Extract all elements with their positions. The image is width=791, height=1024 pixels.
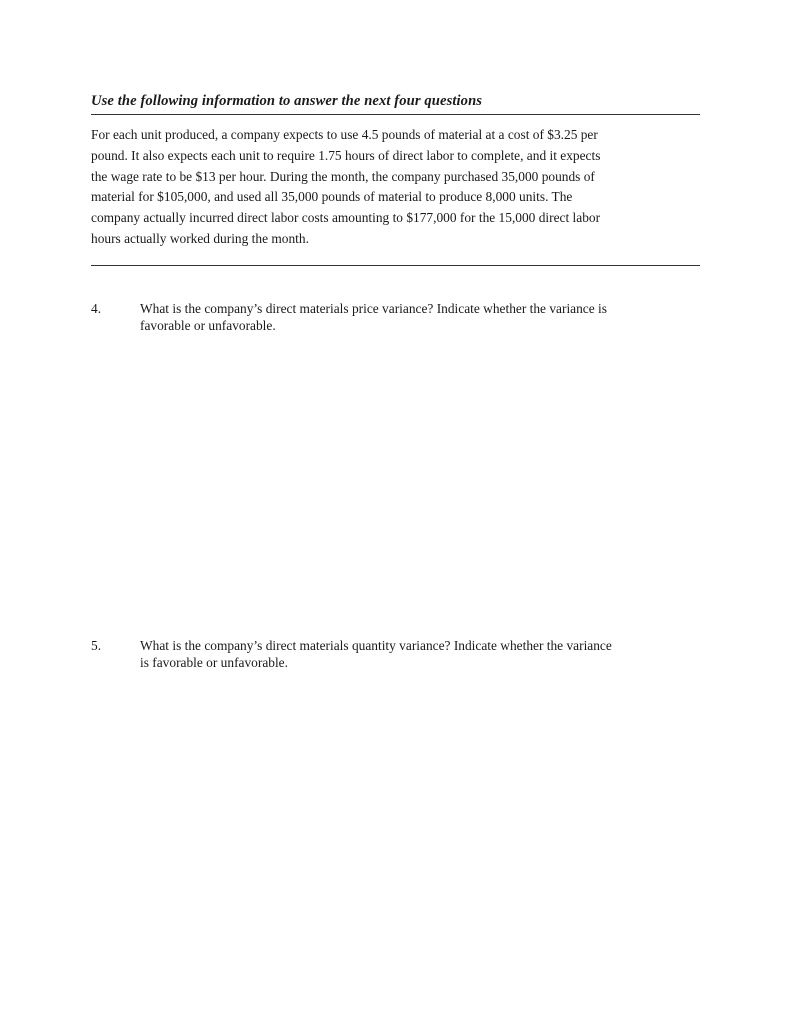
question-text bbox=[140, 301, 700, 334]
question-line: favorable or unfavorable. bbox=[140, 317, 276, 333]
question-text bbox=[140, 638, 700, 671]
question-line: What is the company’s direct materials quantity variance? Indicate whether the variance bbox=[140, 638, 612, 653]
info-line: material for $105,000, and used all 35,000 pounds of material to produce 8,000 units. The bbox=[91, 189, 573, 205]
info-line: hours actually worked during the month. bbox=[91, 230, 309, 246]
question-number: 4. bbox=[91, 301, 102, 316]
info-line: the wage rate to be $13 per hour. During the month, the company purchased 35,000 pounds of bbox=[91, 168, 595, 184]
question-number: 5. bbox=[91, 638, 102, 653]
question-line: What is the company’s direct materials price variance? Indicate whether the variance is bbox=[140, 301, 607, 316]
information-paragraph bbox=[91, 125, 700, 250]
bottom-divider bbox=[91, 265, 700, 266]
question-line: is favorable or unfavorable. bbox=[140, 654, 288, 670]
section-heading: Use the following information to answer the next four questions bbox=[91, 93, 483, 109]
info-line: For each unit produced, a company expects to use 4.5 pounds of material at a cost of $3.25 per bbox=[91, 127, 598, 142]
top-divider bbox=[91, 114, 700, 115]
info-line: pound. It also expects each unit to require 1.75 hours of direct labor to complete, and it expects bbox=[91, 147, 601, 163]
info-line: company actually incurred direct labor costs amounting to $177,000 for the 15,000 direct labor bbox=[91, 210, 601, 226]
